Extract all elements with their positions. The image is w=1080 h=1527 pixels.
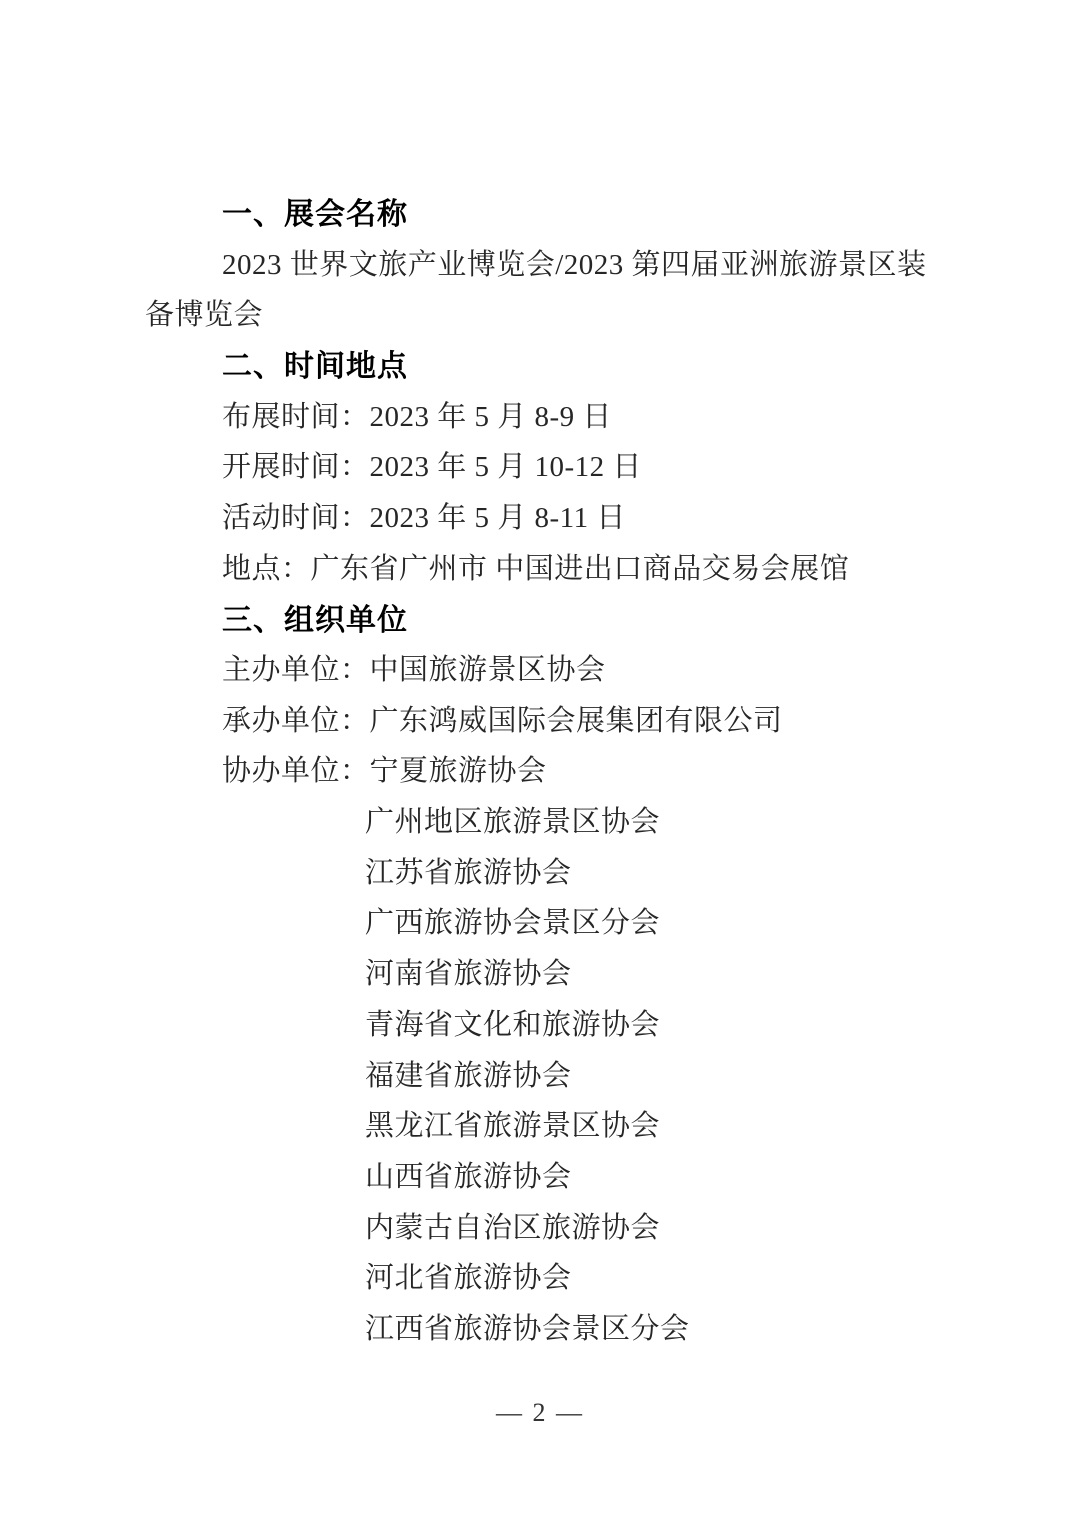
exhibition-name-line-2: 备博览会 bbox=[145, 299, 264, 332]
location-line: 地点：广东省广州市 中国进出口商品交易会展馆 bbox=[222, 552, 850, 585]
co-organizer-item: 青海省文化和旅游协会 bbox=[365, 1008, 661, 1041]
organizer-unit-line: 承办单位：广东鸿威国际会展集团有限公司 bbox=[222, 704, 783, 737]
host-unit-line: 主办单位：中国旅游景区协会 bbox=[222, 654, 606, 687]
co-organizer-item: 河北省旅游协会 bbox=[365, 1262, 572, 1295]
exhibition-name-line-1: 2023 世界文旅产业博览会/2023 第四届亚洲旅游景区装 bbox=[222, 248, 927, 281]
co-organizer-item: 江西省旅游协会景区分会 bbox=[365, 1312, 690, 1345]
co-organizer-item: 江苏省旅游协会 bbox=[365, 856, 572, 889]
co-organizer-item: 广州地区旅游景区协会 bbox=[365, 806, 661, 839]
co-organizer-item: 河南省旅游协会 bbox=[365, 958, 572, 991]
document-content bbox=[145, 186, 945, 1352]
section-heading-time-location: 二、时间地点 bbox=[222, 350, 408, 384]
co-organizer-item: 广西旅游协会景区分会 bbox=[365, 907, 661, 940]
co-organizer-item: 黑龙江省旅游景区协会 bbox=[365, 1110, 661, 1143]
opening-time-line: 开展时间：2023 年 5 月 10-12 日 bbox=[222, 451, 642, 484]
co-organizer-item: 山西省旅游协会 bbox=[365, 1160, 572, 1193]
section-heading-exhibition-name: 一、展会名称 bbox=[222, 198, 408, 232]
co-organizer-item: 内蒙古自治区旅游协会 bbox=[365, 1211, 661, 1244]
activity-time-line: 活动时间：2023 年 5 月 8-11 日 bbox=[222, 501, 626, 534]
co-organizer-unit-line: 协办单位：宁夏旅游协会 bbox=[222, 755, 547, 788]
page-number: — 2 — bbox=[496, 1398, 584, 1427]
section-heading-organizers: 三、组织单位 bbox=[222, 603, 408, 637]
setup-time-line: 布展时间：2023 年 5 月 8-9 日 bbox=[222, 400, 612, 433]
co-organizer-item: 福建省旅游协会 bbox=[365, 1059, 572, 1092]
